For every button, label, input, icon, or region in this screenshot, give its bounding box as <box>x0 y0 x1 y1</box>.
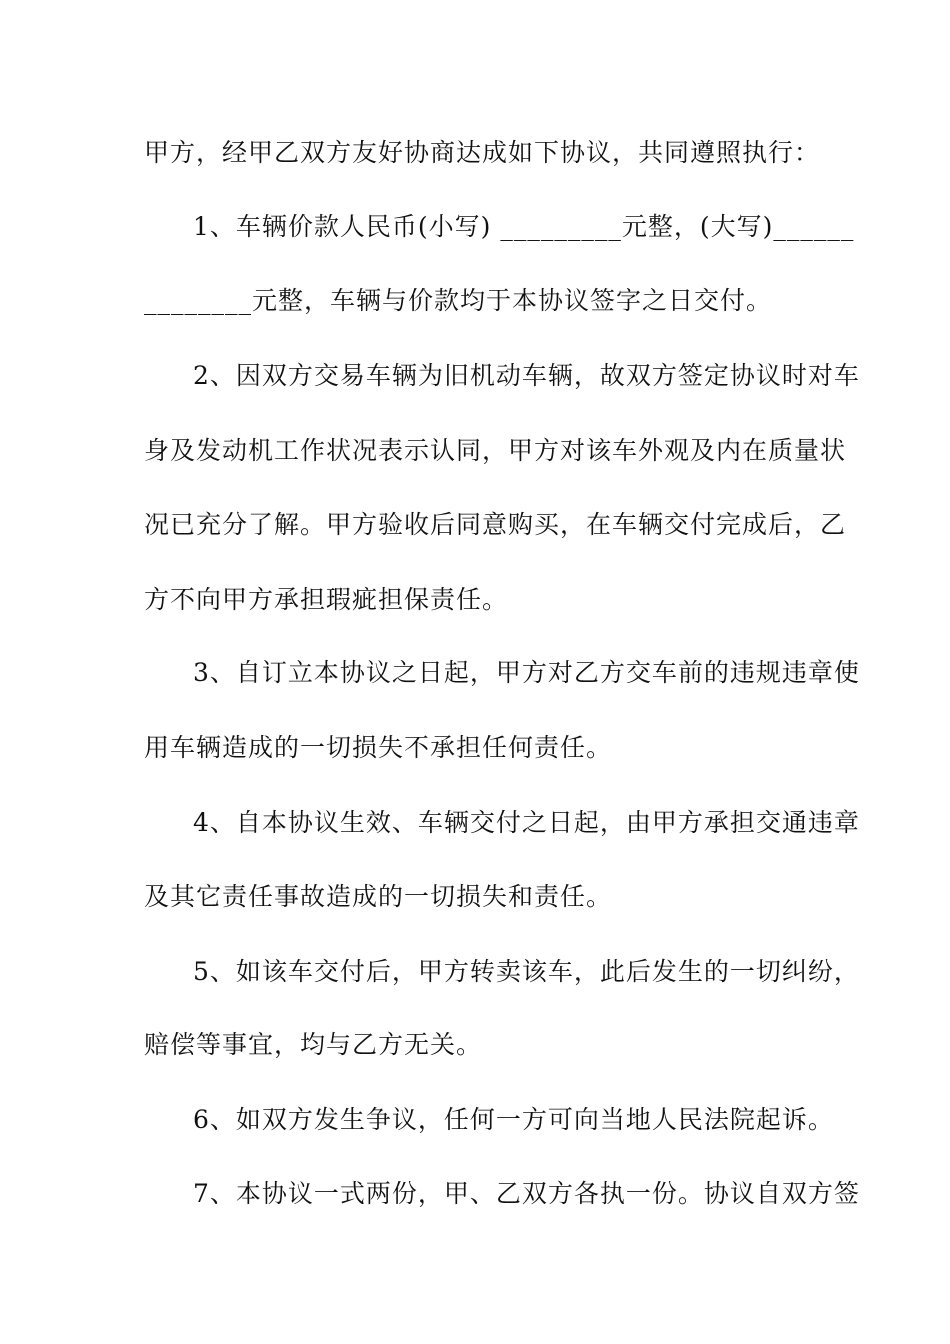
clause-6-line: 6、如双方发生争议，任何一方可向当地人民法院起诉。 <box>193 1105 834 1134</box>
clause-2-line-4: 方不向甲方承担瑕疵担保责任。 <box>144 585 509 614</box>
clause-1-line-1: 1、车辆价款人民币(小写) _________元整，(大写)______ <box>193 212 855 241</box>
clause-2-line-1: 2、因双方交易车辆为旧机动车辆，故双方签定协议时对车 <box>193 361 860 390</box>
clause-1-line-2: ________元整，车辆与价款均于本协议签字之日交付。 <box>144 286 773 315</box>
intro-line: 甲方，经甲乙双方友好协商达成如下协议，共同遵照执行： <box>144 138 821 167</box>
clause-4-line-2: 及其它责任事故造成的一切损失和责任。 <box>144 882 613 911</box>
clause-2-line-2: 身及发动机工作状况表示认同，甲方对该车外观及内在质量状 <box>144 436 847 465</box>
clause-4-line-1: 4、自本协议生效、车辆交付之日起，由甲方承担交通违章 <box>193 808 860 837</box>
clause-5-line-1: 5、如该车交付后，甲方转卖该车，此后发生的一切纠纷， <box>193 957 860 986</box>
clause-5-line-2: 赔偿等事宜，均与乙方无关。 <box>144 1030 483 1059</box>
clause-2-line-3: 况已充分了解。甲方验收后同意购买，在车辆交付完成后，乙 <box>144 510 847 539</box>
clause-3-line-2: 用车辆造成的一切损失不承担任何责任。 <box>144 733 613 762</box>
clause-3-line-1: 3、自订立本协议之日起，甲方对乙方交车前的违规违章使 <box>193 658 860 687</box>
clause-7-line-1: 7、本协议一式两份，甲、乙双方各执一份。协议自双方签 <box>193 1179 860 1208</box>
